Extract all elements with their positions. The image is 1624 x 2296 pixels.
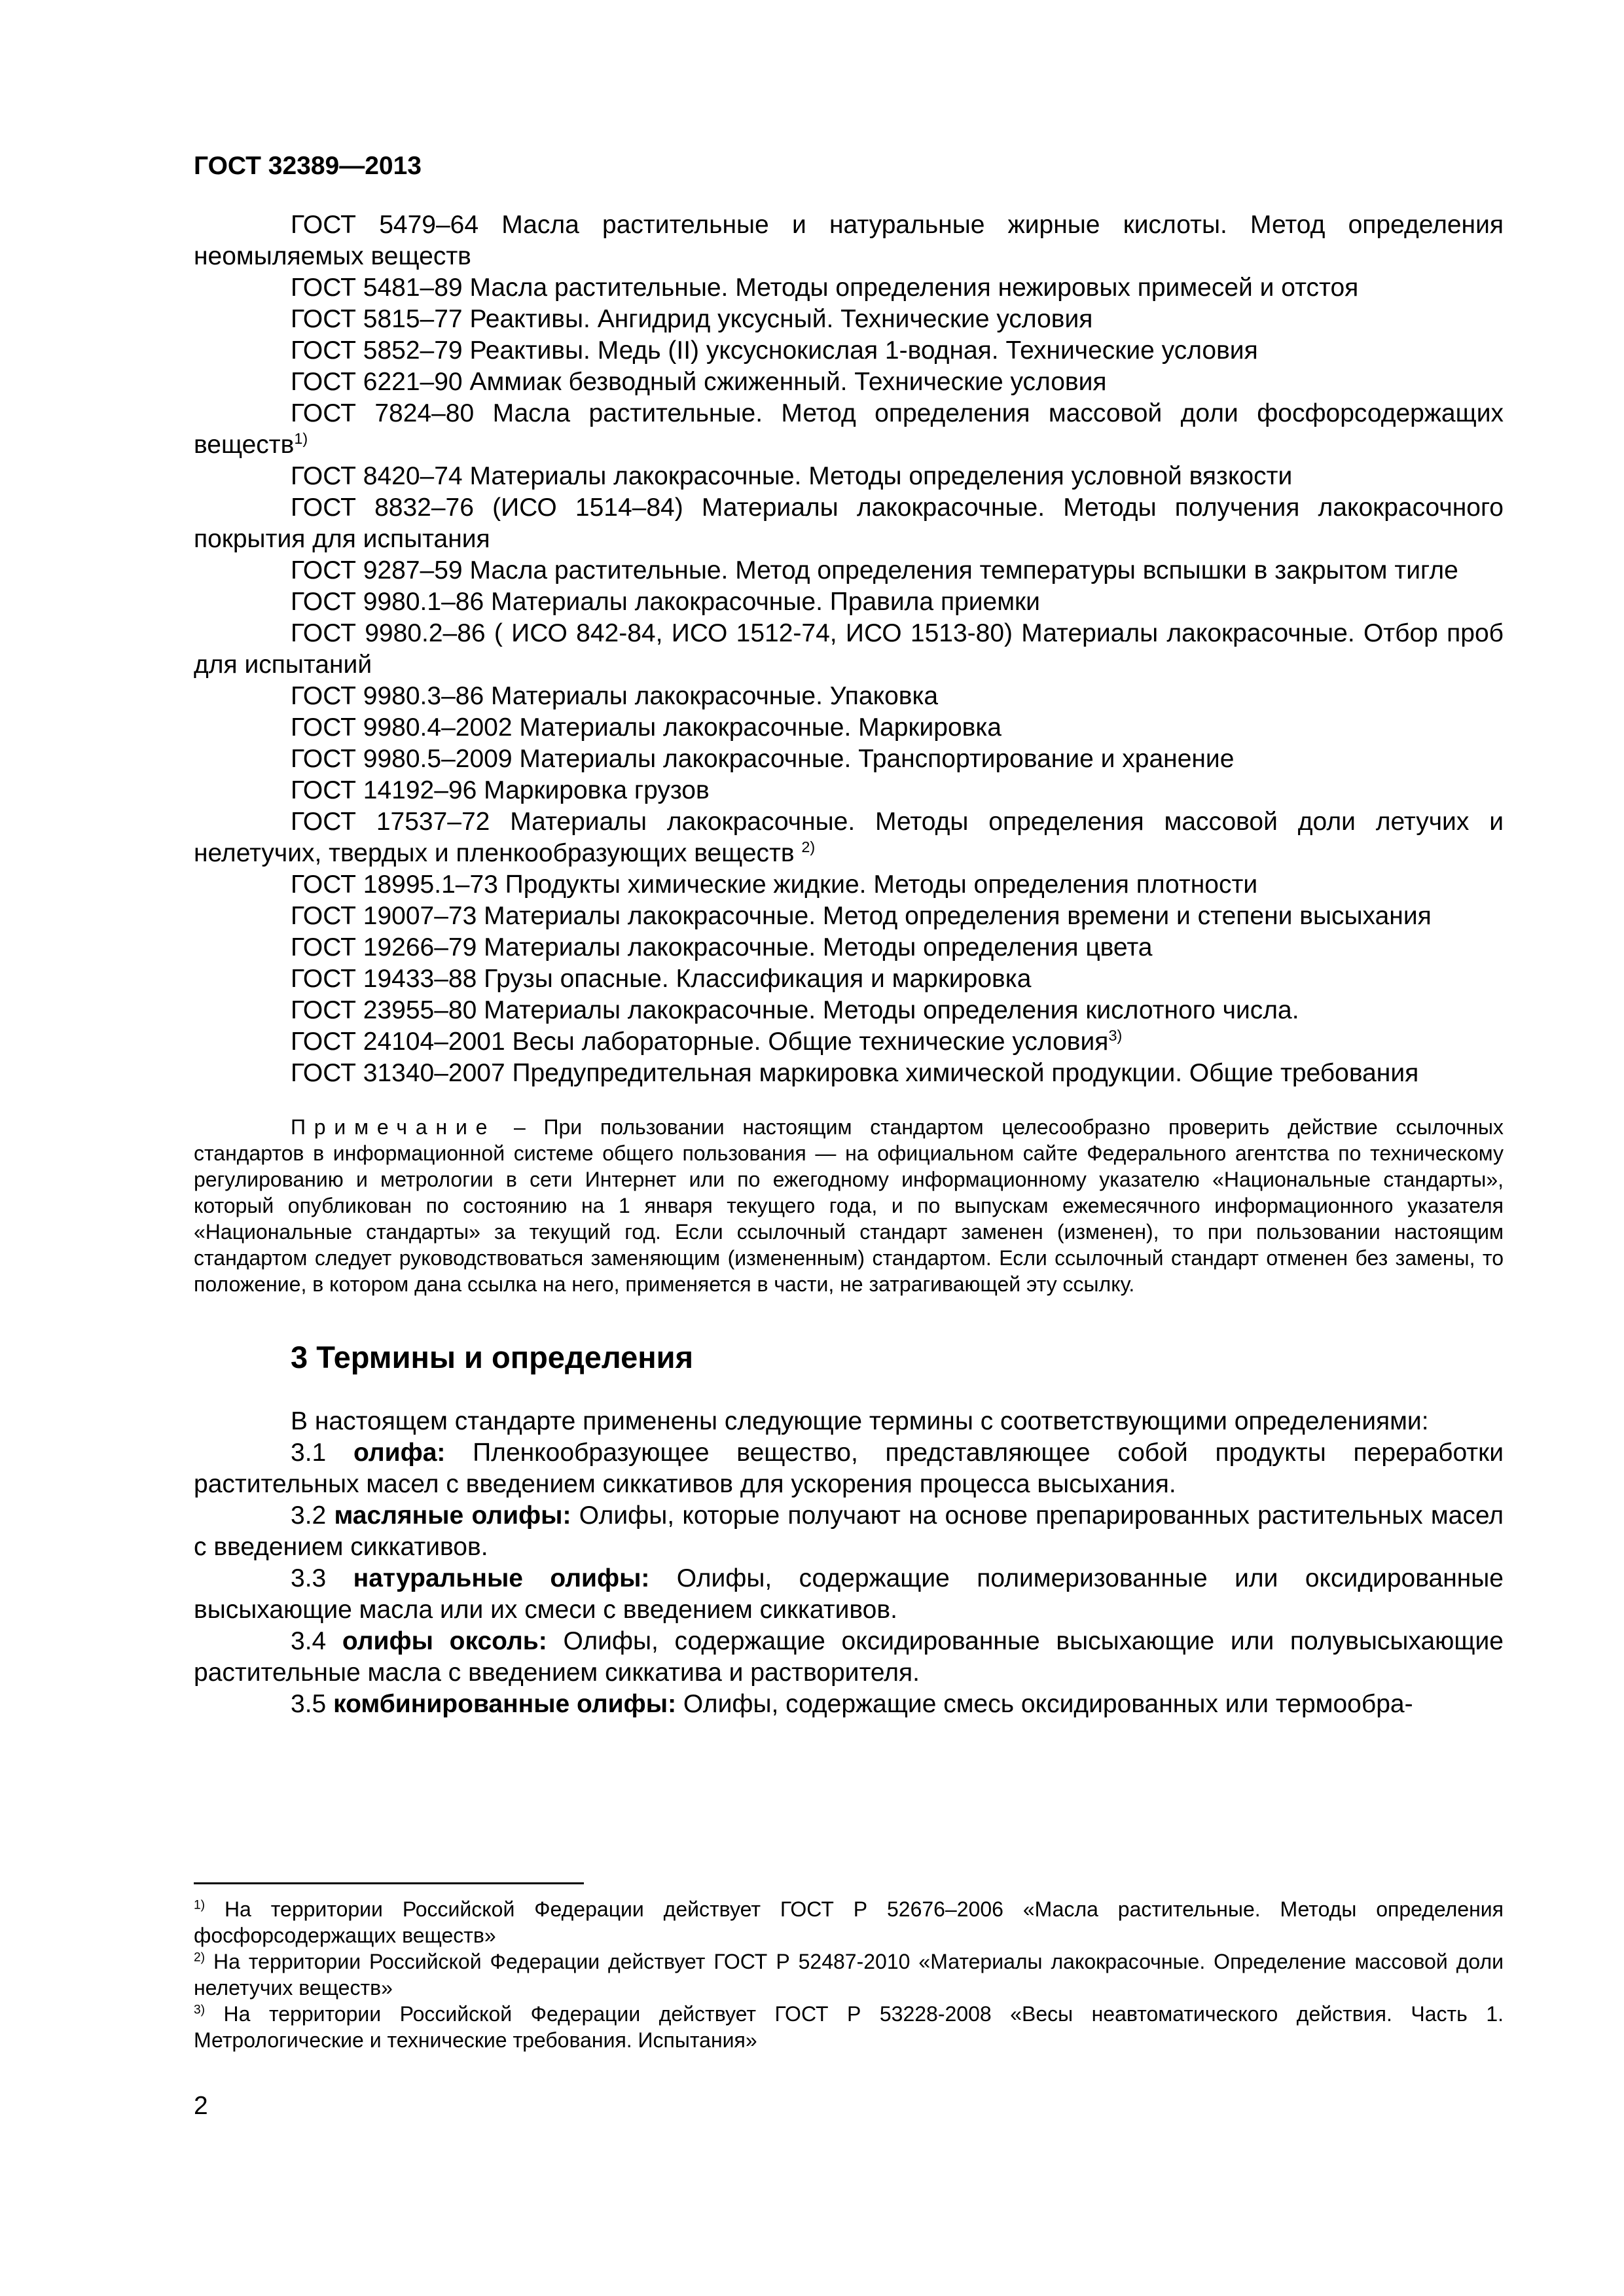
term-text: Олифы, содержащие полимеризованные или оксидированные высыхающие масла или их смеси с введением сиккативов. (194, 1564, 1504, 1624)
footnote-text: На территории Российской Федерации действует ГОСТ Р 53228-2008 «Весы неавтоматического действия. Часть 1. Метрологические и технические требования. Испытания» (194, 2002, 1504, 2052)
reference-text: ГОСТ 31340–2007 Предупредительная маркировка химической продукции. Общие требования (291, 1059, 1419, 1087)
reference-item (194, 335, 1504, 367)
reference-item (194, 869, 1504, 901)
term-definition (194, 1689, 1504, 1720)
term-definition (194, 1437, 1504, 1500)
reference-text: ГОСТ 7824–80 Масла растительные. Метод определения массовой доли фосфорсодержащих веществ (194, 399, 1504, 459)
footnote-ref: 3) (1108, 1027, 1123, 1044)
reference-item (194, 492, 1504, 555)
reference-text: ГОСТ 8832–76 (ИСО 1514–84) Материалы лакокрасочные. Методы получения лакокрасочного покрытия для испытания (194, 493, 1504, 553)
reference-text: ГОСТ 8420–74 Материалы лакокрасочные. Методы определения условной вязкости (291, 462, 1293, 490)
reference-item (194, 995, 1504, 1026)
reference-item (194, 744, 1504, 775)
term-name: натуральные олифы: (353, 1564, 650, 1592)
footnote-item (194, 1948, 1504, 2001)
reference-text: ГОСТ 23955–80 Материалы лакокрасочные. Методы определения кислотного числа. (291, 996, 1299, 1024)
section-intro: В настоящем стандарте применены следующие термины с соответствующими определениями: (291, 1407, 1429, 1435)
reference-item (194, 712, 1504, 744)
reference-text: ГОСТ 5479–64 Масла растительные и натуральные жирные кислоты. Метод определения неомыляемых веществ (194, 211, 1504, 270)
term-name: комбинированные олифы: (333, 1690, 677, 1718)
term-text: Олифы, содержащие смесь оксидированных или термообра- (676, 1690, 1413, 1718)
reference-text: ГОСТ 9980.2–86 ( ИСО 842-84, ИСО 1512-74, ИСО 1513-80) Материалы лакокрасочные. Отбор проб для испытаний (194, 619, 1504, 679)
footnote-text: На территории Российской Федерации действует ГОСТ Р 52487-2010 «Материалы лакокрасочные. Определение массовой доли нелетучих веществ» (194, 1950, 1504, 2000)
reference-item (194, 775, 1504, 806)
footnote-ref: 1) (294, 430, 308, 447)
note-paragraph (194, 1114, 1504, 1297)
reference-item (194, 272, 1504, 304)
reference-item (194, 209, 1504, 272)
reference-item (194, 1026, 1504, 1058)
reference-text: ГОСТ 19433–88 Грузы опасные. Классификация и маркировка (291, 965, 1032, 993)
reference-text: ГОСТ 14192–96 Маркировка грузов (291, 776, 710, 804)
footnote-text: На территории Российской Федерации действует ГОСТ Р 52676–2006 «Масла растительные. Методы определения фосфорсодержащих веществ» (194, 1897, 1504, 1947)
term-number: 3.1 (291, 1439, 353, 1467)
term-number: 3.5 (291, 1690, 334, 1718)
page-content (194, 209, 1504, 1720)
footnote-item (194, 2001, 1504, 2053)
term-definition (194, 1626, 1504, 1689)
reference-item (194, 1058, 1504, 1089)
reference-text: ГОСТ 19007–73 Материалы лакокрасочные. Метод определения времени и степени высыхания (291, 902, 1432, 930)
reference-item (194, 963, 1504, 995)
term-name: масляные олифы: (334, 1501, 571, 1530)
reference-text: ГОСТ 9980.4–2002 Материалы лакокрасочные. Маркировка (291, 713, 1001, 742)
reference-text: ГОСТ 18995.1–73 Продукты химические жидкие. Методы определения плотности (291, 870, 1258, 899)
references-list (194, 209, 1504, 1089)
reference-text: ГОСТ 19266–79 Материалы лакокрасочные. Методы определения цвета (291, 933, 1153, 961)
term-definition (194, 1500, 1504, 1563)
document-header: ГОСТ 32389—2013 (194, 152, 422, 180)
term-number: 3.2 (291, 1501, 334, 1530)
term-name: олифа: (353, 1439, 446, 1467)
reference-text: ГОСТ 6221–90 Аммиак безводный сжиженный. Технические условия (291, 368, 1107, 396)
term-text: Олифы, содержащие оксидированные высыхающие или полувысыхающие растительные масла с введением сиккатива и растворителя. (194, 1627, 1504, 1687)
term-number: 3.3 (291, 1564, 353, 1592)
reference-text: ГОСТ 5481–89 Масла растительные. Методы определения нежировых примесей и отстоя (291, 274, 1359, 302)
term-definition (194, 1563, 1504, 1626)
reference-text: ГОСТ 9980.1–86 Материалы лакокрасочные. Правила приемки (291, 588, 1040, 616)
reference-item (194, 367, 1504, 398)
term-text: Пленкообразующее вещество, представляющее собой продукты переработки растительных масел с введением сиккативов для ускорения процесса высыхания. (194, 1439, 1504, 1498)
page-number: 2 (194, 2092, 208, 2120)
reference-item (194, 901, 1504, 932)
footnote-mark: 3) (194, 2003, 206, 2017)
reference-text: ГОСТ 9287–59 Масла растительные. Метод определения температуры вспышки в закрытом тигле (291, 556, 1458, 584)
footnote-mark: 1) (194, 1898, 206, 1912)
term-text: Олифы, которые получают на основе препарированных растительных масел с введением сиккативов. (194, 1501, 1504, 1561)
reference-item (194, 555, 1504, 586)
note-label: Примечание (291, 1115, 496, 1139)
reference-item (194, 932, 1504, 963)
footnote-separator (194, 1882, 584, 1884)
footnote-item (194, 1896, 1504, 1948)
reference-item (194, 398, 1504, 461)
reference-item (194, 461, 1504, 492)
term-name: олифы оксоль: (342, 1627, 547, 1655)
reference-item (194, 618, 1504, 681)
reference-item (194, 806, 1504, 869)
section-title: 3 Термины и определения (291, 1340, 693, 1374)
reference-item (194, 586, 1504, 618)
reference-text: ГОСТ 17537–72 Материалы лакокрасочные. Методы определения массовой доли летучих и нелетучих, твердых и пленкообразующих веществ (194, 808, 1504, 867)
note-text: – При пользовании настоящим стандартом целесообразно проверить действие ссылочных стандартов в информационной системе общего пользования — на официальном сайте Федерального агентства по техническому регулированию и метрологии в сети Интернет или по ежегодному информационному указателю «Национальные стандарты», который опубликован по состоянию на 1 января текущего года, и по выпускам ежемесячного информационного указателя «Национальные стандарты» за текущий год. Если ссылочный стандарт заменен (изменен), то при пользовании настоящим стандартом следует руководствоваться заменяющим (измененным) стандартом. Если ссылочный стандарт отменен без замены, то положение, в котором дана ссылка на него, применяется в части, не затрагивающей эту ссылку. (194, 1115, 1504, 1296)
reference-text: ГОСТ 5815–77 Реактивы. Ангидрид уксусный. Технические условия (291, 305, 1093, 333)
reference-text: ГОСТ 5852–79 Реактивы. Медь (II) уксуснокислая 1-водная. Технические условия (291, 336, 1258, 365)
reference-text: ГОСТ 9980.3–86 Материалы лакокрасочные. Упаковка (291, 682, 939, 710)
reference-item (194, 304, 1504, 335)
reference-text: ГОСТ 24104–2001 Весы лабораторные. Общие технические условия (291, 1028, 1109, 1056)
footnote-ref: 2) (801, 838, 816, 855)
reference-text: ГОСТ 9980.5–2009 Материалы лакокрасочные. Транспортирование и хранение (291, 745, 1235, 773)
term-number: 3.4 (291, 1627, 342, 1655)
footnote-mark: 2) (194, 1950, 206, 1965)
reference-item (194, 681, 1504, 712)
footnotes (194, 1882, 1504, 2053)
